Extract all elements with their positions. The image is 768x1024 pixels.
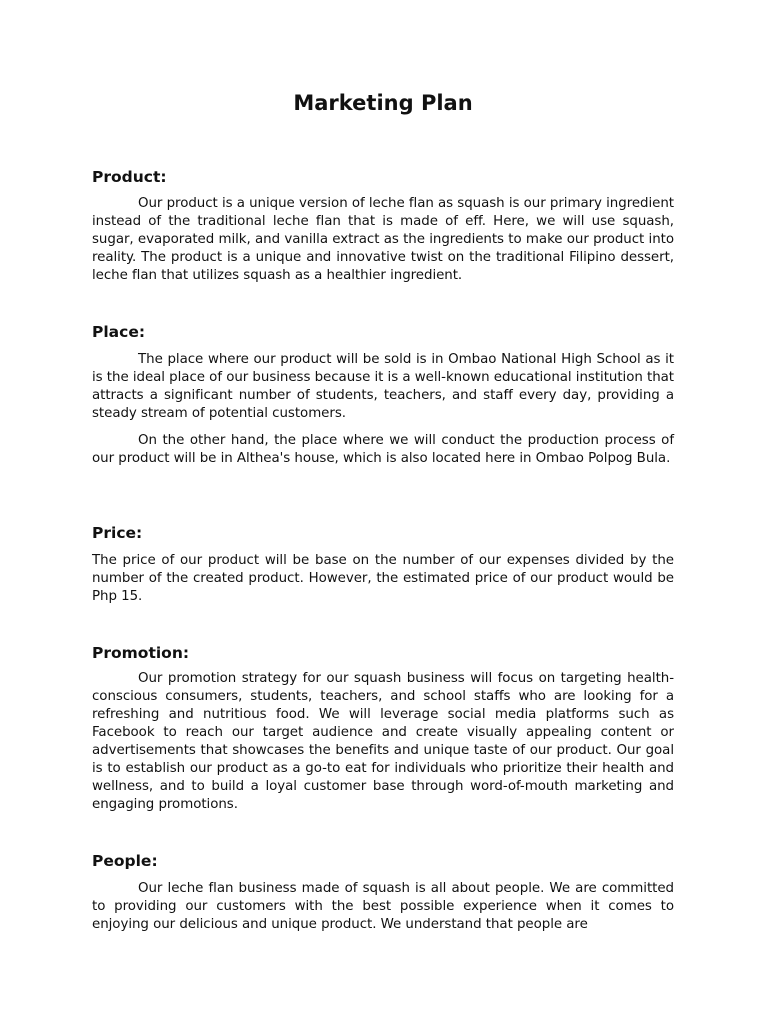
place-paragraph-1: The place where our product will be sold is in Ombao National High School as it is the ideal place of our business because it is a well-known educational institution that attracts a significant number of students, teachers, and staff every day, providing a steady stream of potential customers. [92, 352, 674, 421]
promotion-paragraph: Our promotion strategy for our squash business will focus on targeting health-conscious consumers, students, teachers, and school staffs who are looking for a refreshing and nutritious food. We will leverage social media platforms such as Facebook to reach our target audience and create visually appealing content or advertisements that showcases the benefits and unique taste of our product. Our goal is to establish our product as a go-to eat for individuals who prioritize their health and wellness, and to build a loyal customer base through word-of-mouth marketing and engaging promotions. [92, 671, 674, 812]
place-paragraph-2: On the other hand, the place where we will conduct the production process of our product will be in Althea's house, which is also located here in Ombao Polpog Bula. [92, 433, 674, 466]
section-heading-people: People: [92, 852, 158, 870]
section-heading-promotion: Promotion: [92, 644, 190, 662]
people-paragraph: Our leche flan business made of squash is all about people. We are committed to providing our customers with the best possible experience when it comes to enjoying our delicious and unique product. We understand that people are [92, 881, 674, 932]
section-heading-price: Price: [92, 524, 143, 542]
document-title: Marketing Plan [293, 91, 473, 115]
price-paragraph: The price of our product will be base on the number of our expenses divided by the number of the created product. However, the estimated price of our product would be Php 15. [92, 553, 674, 604]
section-heading-product: Product: [92, 168, 167, 186]
product-paragraph: Our product is a unique version of leche flan as squash is our primary ingredient instead of the traditional leche flan that is made of eff. Here, we will use squash, sugar, evaporated milk, and vanilla extract as the ingredients to make our product into reality. The product is a unique and innovative twist on the traditional Filipino dessert, leche flan that utilizes squash as a healthier ingredient. [92, 196, 674, 283]
section-heading-place: Place: [92, 323, 146, 341]
